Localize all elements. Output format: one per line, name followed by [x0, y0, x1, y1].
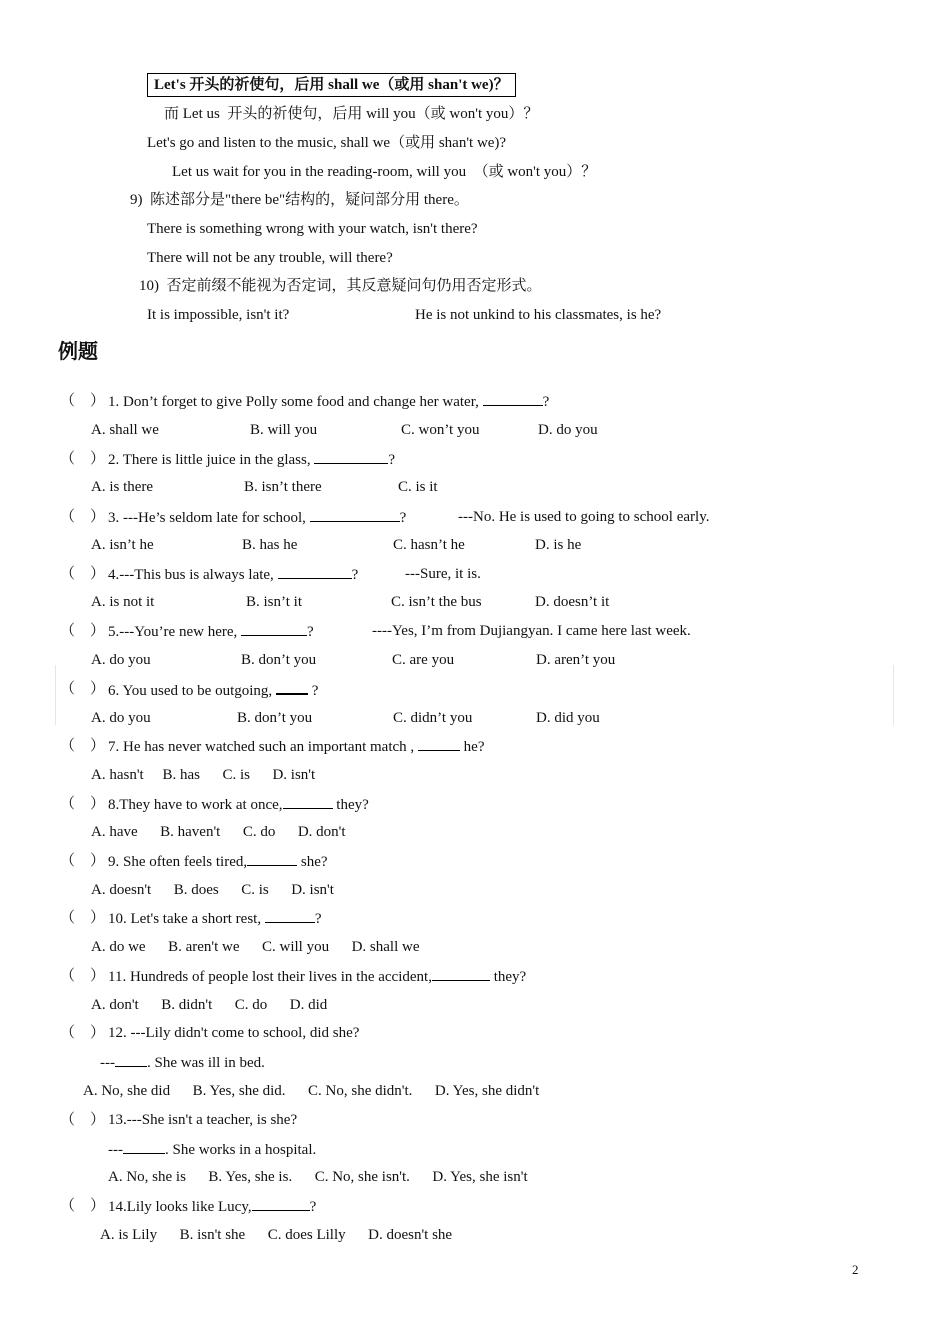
q1-option-a: A. shall we — [91, 422, 159, 438]
question-1 — [108, 391, 549, 412]
question-6-end: ? — [307, 683, 319, 699]
question-3-end: ? — [399, 510, 407, 526]
q1-option-d: D. do you — [538, 422, 598, 438]
q2-option-c: C. is it — [398, 479, 438, 495]
answer-paren-11: （ ） — [60, 968, 106, 984]
question-10-text: 10. Let's take a short rest, — [108, 911, 265, 927]
answer-paren-7: （ ） — [60, 738, 106, 754]
question-10 — [108, 908, 322, 929]
q6-option-c: C. didn’t you — [393, 710, 473, 726]
q11-options: A. don't B. didn't C. do D. did — [91, 997, 328, 1013]
question-2-end: ? — [388, 452, 396, 468]
question-7 — [108, 736, 484, 757]
question-9-text: 9. She often feels tired, — [108, 854, 248, 870]
question-2 — [108, 449, 395, 470]
question-12-reply-dash: --- — [100, 1055, 115, 1071]
question-11-text: 11. Hundreds of people lost their lives in the accident, — [108, 969, 432, 985]
answer-paren-8: （ ） — [60, 796, 106, 812]
question-9 — [108, 851, 328, 872]
q4-option-c: C. isn’t the bus — [391, 594, 482, 610]
left-margin-rule — [55, 665, 56, 725]
answer-paren-13: （ ） — [60, 1112, 106, 1128]
q4-option-b: B. isn’t it — [246, 594, 302, 610]
q5-option-d: D. aren’t you — [536, 652, 616, 668]
answer-blank — [483, 391, 543, 406]
question-10-end: ? — [314, 911, 322, 927]
q5-option-b: B. don’t you — [241, 652, 317, 668]
answer-paren-10: （ ） — [60, 910, 106, 926]
question-13-reply-text: . She works in a hospital. — [165, 1142, 317, 1158]
question-11-end: they? — [489, 969, 527, 985]
example-9a: There is something wrong with your watch, isn't there? — [147, 221, 478, 237]
q2-option-b: B. isn’t there — [244, 479, 322, 495]
question-6-text: 6. You used to be outgoing, — [108, 683, 276, 699]
section-title: 例题 — [58, 339, 98, 363]
answer-paren-9: （ ） — [60, 853, 106, 869]
q14-options: A. is Lily B. isn't she C. does Lilly D. doesn't she — [100, 1227, 453, 1243]
q7-options: A. hasn't B. has C. is D. isn't — [91, 767, 316, 783]
question-8-end: they? — [332, 797, 369, 813]
let-us-rule: 而 Let us 开头的祈使句，后用 will you（或 won't you）？ — [164, 106, 539, 122]
question-1-end: ? — [542, 394, 550, 410]
question-3-text: 3. ---He’s seldom late for school, — [108, 510, 310, 526]
q3-option-d: D. is he — [535, 537, 582, 553]
rule-9: 9) 陈述部分是"there be"结构的，疑问部分用 there。 — [130, 192, 469, 208]
q3-option-b: B. has he — [242, 537, 298, 553]
answer-paren-2: （ ） — [60, 451, 106, 467]
question-12: 12. ---Lily didn't come to school, did she? — [108, 1025, 360, 1041]
answer-paren-6: （ ） — [60, 681, 106, 697]
answer-blank — [418, 736, 460, 751]
question-13-reply-dash: --- — [108, 1142, 123, 1158]
q2-option-a: A. is there — [91, 479, 154, 495]
example-lets: Let's go and listen to the music, shall we（或用 shan't we)? — [147, 135, 507, 151]
question-7-end: he? — [459, 739, 485, 755]
answer-blank — [432, 966, 490, 981]
q3-option-a: A. isn’t he — [91, 537, 154, 553]
q6-option-b: B. don’t you — [237, 710, 313, 726]
question-4-text: 4.---This bus is always late, — [108, 567, 278, 583]
answer-paren-5: （ ） — [60, 623, 106, 639]
question-5-text: 5.---You’re new here, — [108, 624, 242, 640]
question-14 — [108, 1196, 316, 1217]
question-3 — [108, 507, 406, 528]
q9-options: A. doesn't B. does C. is D. isn't — [91, 882, 334, 898]
answer-blank — [283, 794, 333, 809]
q4-option-a: A. is not it — [91, 594, 155, 610]
q3-option-c: C. hasn’t he — [393, 537, 465, 553]
question-3-reply: ---No. He is used to going to school early. — [458, 509, 710, 525]
example-10b: He is not unkind to his classmates, is he? — [415, 307, 662, 323]
example-10a: It is impossible, isn't it? — [147, 307, 290, 323]
question-5 — [108, 621, 314, 642]
example-let-us: Let us wait for you in the reading-room, will you （或 won't you）？ — [172, 164, 597, 180]
question-5-end: ? — [307, 624, 314, 640]
question-13: 13.---She isn't a teacher, is she? — [108, 1112, 298, 1128]
question-4-reply: ---Sure, it is. — [405, 566, 481, 582]
question-6 — [108, 679, 318, 701]
q13-options: A. No, she is B. Yes, she is. C. No, she isn't. D. Yes, she isn't — [108, 1169, 528, 1185]
boxed-rule — [147, 73, 516, 97]
answer-blank — [278, 564, 352, 579]
answer-paren-3: （ ） — [60, 509, 106, 525]
q5-option-c: C. are you — [392, 652, 455, 668]
q1-option-b: B. will you — [250, 422, 318, 438]
q6-option-a: A. do you — [91, 710, 151, 726]
question-12-reply — [100, 1052, 265, 1073]
q6-option-d: D. did you — [536, 710, 600, 726]
question-14-end: ? — [309, 1199, 317, 1215]
answer-blank — [115, 1052, 147, 1067]
question-4 — [108, 564, 358, 585]
question-8 — [108, 794, 369, 815]
question-14-text: 14.Lily looks like Lucy, — [108, 1199, 252, 1215]
example-9b: There will not be any trouble, will there? — [147, 250, 393, 266]
right-margin-rule — [893, 665, 894, 725]
answer-paren-14: （ ） — [60, 1198, 106, 1214]
question-12-reply-text: . She was ill in bed. — [147, 1055, 265, 1071]
answer-paren-1: （ ） — [60, 393, 106, 409]
answer-blank — [241, 621, 307, 636]
question-7-text: 7. He has never watched such an important match , — [108, 739, 418, 755]
question-8-text: 8.They have to work at once, — [108, 797, 283, 813]
question-13-reply — [108, 1139, 316, 1160]
q1-option-c: C. won’t you — [401, 422, 480, 438]
answer-paren-12: （ ） — [60, 1025, 106, 1041]
question-4-end: ? — [351, 567, 359, 583]
question-5-reply: ----Yes, I’m from Dujiangyan. I came here last week. — [372, 623, 691, 639]
q5-option-a: A. do you — [91, 652, 151, 668]
page-number: 2 — [852, 1262, 859, 1277]
question-2-text: 2. There is little juice in the glass, — [108, 452, 315, 468]
answer-blank — [265, 908, 315, 923]
answer-blank — [276, 679, 308, 695]
question-11 — [108, 966, 526, 987]
answer-blank — [310, 507, 400, 522]
question-1-text: 1. Don’t forget to give Polly some food and change her water, — [108, 394, 483, 410]
q12-options: A. No, she did B. Yes, she did. C. No, she didn't. D. Yes, she didn't — [83, 1083, 540, 1099]
q8-options: A. have B. haven't C. do D. don't — [91, 824, 346, 840]
answer-blank — [314, 449, 388, 464]
answer-paren-4: （ ） — [60, 566, 106, 582]
boxed-rule-text: Let's 开头的祈使句，后用 shall we（或用 shan't we)？ — [154, 77, 509, 93]
answer-blank — [123, 1139, 165, 1154]
question-9-end: she? — [297, 854, 328, 870]
answer-blank — [247, 851, 297, 866]
q4-option-d: D. doesn’t it — [535, 594, 610, 610]
rule-10: 10) 否定前缀不能视为否定词，其反意疑问句仍用否定形式。 — [139, 278, 542, 294]
q10-options: A. do we B. aren't we C. will you D. shall we — [91, 939, 420, 955]
answer-blank — [252, 1196, 310, 1211]
